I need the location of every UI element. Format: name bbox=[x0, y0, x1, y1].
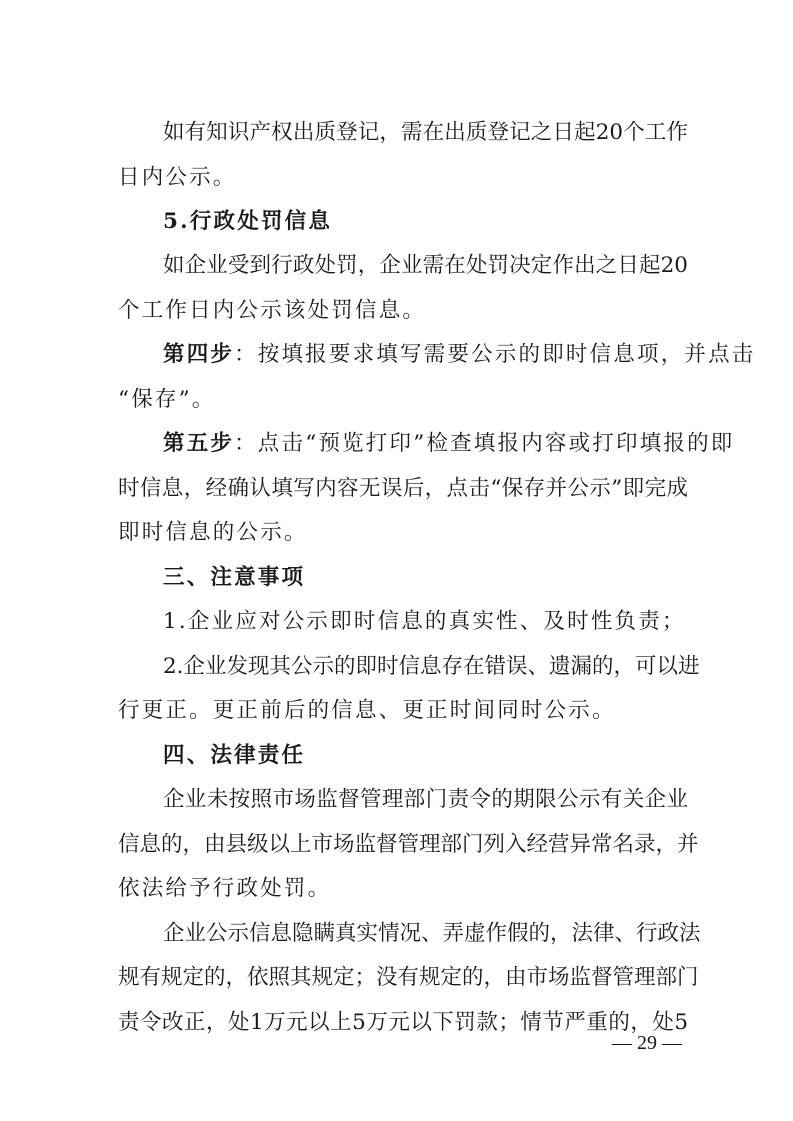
step-five-text: ：点击“预览打印”检查填报内容或打印填报的即 bbox=[234, 431, 735, 456]
paragraph-line: 企业未按照市场监督管理部门责令的期限公示有关企业 bbox=[163, 787, 688, 812]
step-five-label: 第五步 bbox=[163, 431, 235, 456]
paragraph-line: 如企业受到行政处罚，企业需在处罚决定作出之日起20 bbox=[163, 253, 688, 278]
paragraph-line: 时信息，经确认填写内容无误后，点击“保存并公示”即完成 bbox=[118, 476, 688, 501]
paragraph-line: 即时信息的公示。 bbox=[118, 520, 308, 545]
step-four-label: 第四步 bbox=[163, 342, 235, 367]
section-heading: 三、注意事项 bbox=[163, 565, 306, 590]
paragraph-line: 行更正。更正前后的信息、更正时间同时公示。 bbox=[118, 698, 616, 723]
paragraph-line: 1.企业应对公示即时信息的真实性、及时性负责； bbox=[163, 609, 686, 634]
step-four-line bbox=[163, 340, 756, 370]
paragraph-line: “保存”。 bbox=[118, 387, 216, 412]
paragraph-line: 如有知识产权出质登记，需在出质登记之日起20个工作 bbox=[163, 120, 688, 145]
paragraph-line: 规有规定的，依照其规定；没有规定的，由市场监督管理部门 bbox=[118, 965, 699, 990]
section-heading: 5.行政处罚信息 bbox=[163, 209, 333, 234]
paragraph-line: 依法给予行政处罚。 bbox=[118, 876, 332, 901]
paragraph-line: 责令改正，处1万元以上5万元以下罚款；情节严重的，处5 bbox=[118, 1010, 688, 1035]
step-five-line bbox=[163, 429, 735, 459]
paragraph-line: 日内公示。 bbox=[118, 165, 237, 190]
paragraph-line: 信息的，由县级以上市场监督管理部门列入经营异常名录，并 bbox=[118, 832, 699, 857]
step-four-text: ：按填报要求填写需要公示的即时信息项，并点击 bbox=[234, 342, 756, 367]
page-number: — 29 — bbox=[612, 1032, 682, 1054]
paragraph-line: 企业公示信息隐瞒真实情况、弄虚作假的，法律、行政法 bbox=[163, 921, 701, 946]
paragraph-line: 个工作日内公示该处罚信息。 bbox=[118, 298, 427, 323]
paragraph-line: 2.企业发现其公示的即时信息存在错误、遗漏的，可以进 bbox=[163, 654, 700, 679]
section-heading: 四、法律责任 bbox=[163, 743, 306, 768]
